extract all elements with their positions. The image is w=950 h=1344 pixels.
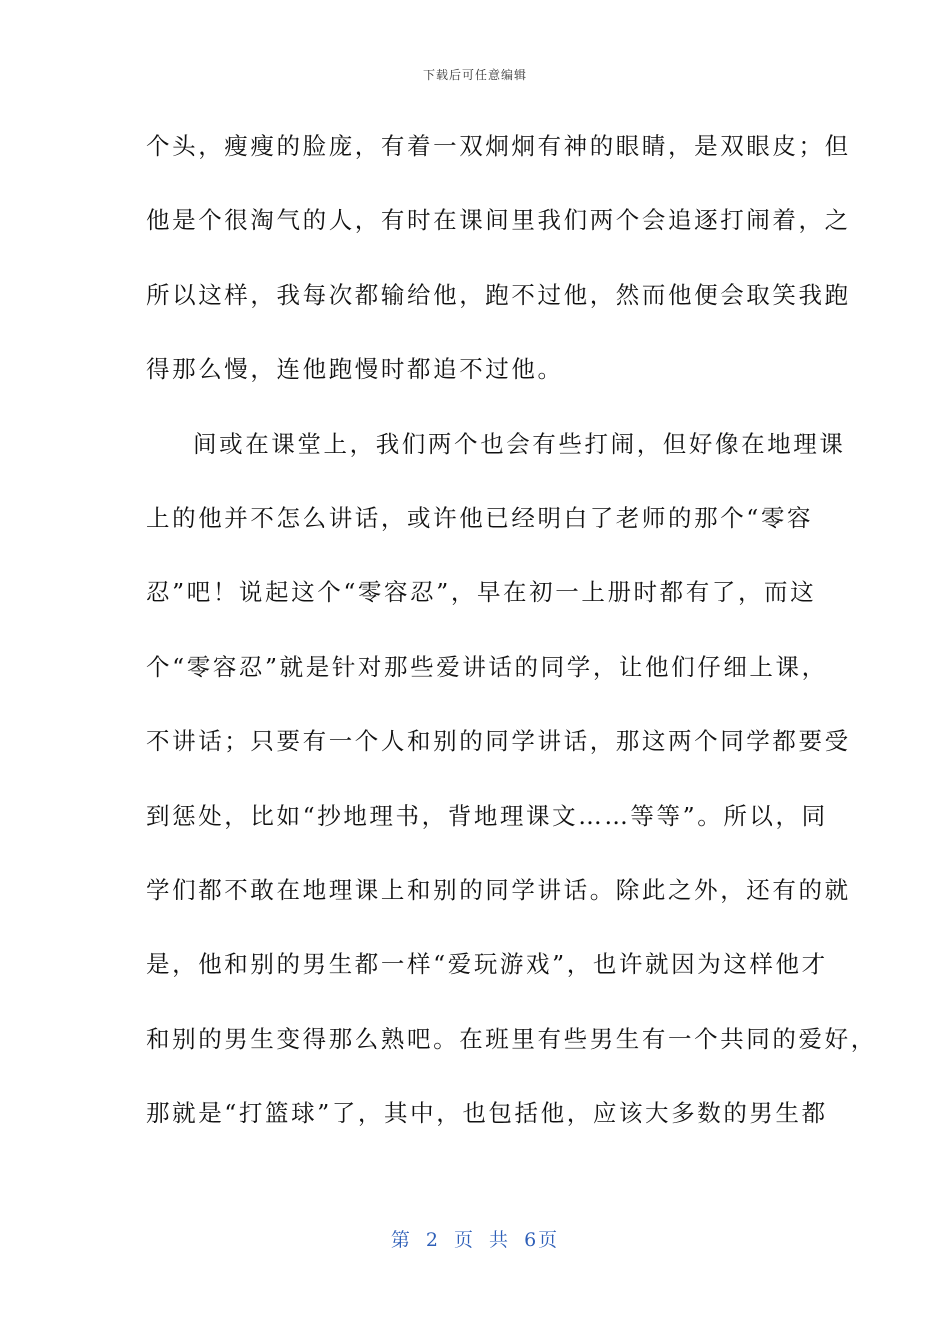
page-header: 下载后可任意编辑 [422, 68, 527, 82]
text-line: 和别的男生变得那么熟吧。在班里有些男生有一个共同的爱好， [146, 1024, 877, 1053]
text-line: 上的他并不怎么讲话，或许他已经明白了老师的那个“零容 [146, 503, 814, 532]
text-line: 得那么慢，连他跑慢时都追不过他。 [146, 355, 564, 384]
text-line: 个“零容忍”就是针对那些爱讲话的同学，让他们仔细上课， [146, 652, 828, 681]
page-number: 第 2 页 共 6页 [390, 1229, 560, 1251]
text-line: 到惩处，比如“抄地理书，背地理课文……等等”。所以，同 [146, 801, 828, 830]
text-line: 是，他和别的男生都一样“爱玩游戏”，也许就因为这样他才 [146, 950, 828, 979]
text-line: 不讲话；只要有一个人和别的同学讲话，那这两个同学都要受 [146, 727, 851, 756]
text-line: 所以这样，我每次都输给他，跑不过他，然而他便会取笑我跑 [146, 280, 851, 309]
text-line: 他是个很淘气的人，有时在课间里我们两个会追逐打闹着，之 [146, 206, 851, 235]
text-line: 间或在课堂上，我们两个也会有些打闹，但好像在地理课 [193, 429, 846, 458]
text-line: 学们都不敢在地理课上和别的同学讲话。除此之外，还有的就 [146, 875, 851, 904]
text-line: 忍”吧！说起这个“零容忍”，早在初一上册时都有了，而这 [146, 578, 817, 607]
text-line: 个头，瘦瘦的脸庞，有着一双炯炯有神的眼睛，是双眼皮；但 [146, 132, 851, 160]
text-line: 那就是“打篮球”了，其中，也包括他，应该大多数的男生都 [146, 1099, 828, 1128]
body-text [146, 126, 877, 1167]
